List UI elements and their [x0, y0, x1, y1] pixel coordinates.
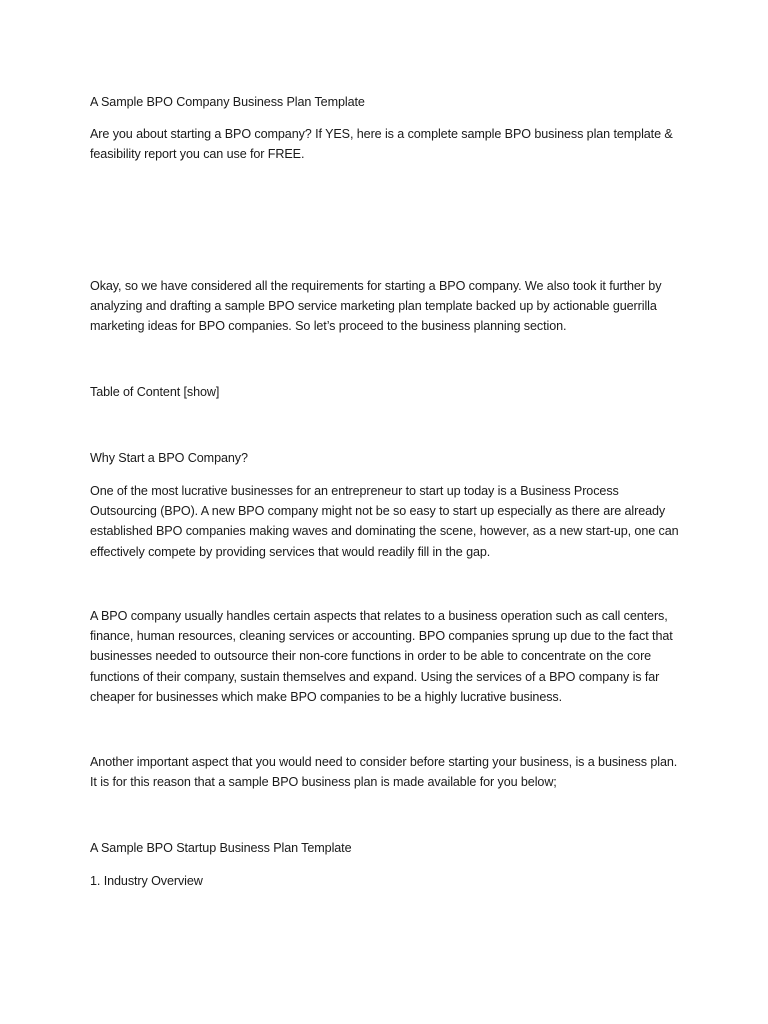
intro-paragraph: Are you about starting a BPO company? If YES, here is a complete sample BPO business plan template & feasibility report you can use for FREE.: [90, 127, 673, 162]
requirements-paragraph: Okay, so we have considered all the requirements for starting a BPO company. We also took it further by analyzing and drafting a sample BPO service marketing plan template backed up by actionable guerrilla marketing ideas for BPO companies. So let’s proceed to the business planning section.: [90, 279, 662, 334]
startup-plan-heading: A Sample BPO Startup Business Plan Template: [90, 841, 352, 855]
bpo-aspects-paragraph: A BPO company usually handles certain aspects that relates to a business operation such as call centers, finance, human resources, cleaning services or accounting. BPO companies sprung up due to the fact that businesses needed to outsource their non-core functions in order to be able to concentrate on the core functions of their company, sustain themselves and expand. Using the services of a BPO company is far cheaper for businesses which make BPO companies to be a highly lucrative business.: [90, 609, 673, 704]
industry-overview-heading: 1. Industry Overview: [90, 874, 203, 888]
business-plan-paragraph: Another important aspect that you would need to consider before starting your business, is a business plan. It is for this reason that a sample BPO business plan is made available for you below;: [90, 755, 678, 790]
lucrative-business-paragraph: One of the most lucrative businesses for an entrepreneur to start up today is a Business Process Outsourcing (BPO). A new BPO company might not be so easy to start up especially as there are already established BPO companies making waves and dominating the scene, however, as a new start-up, one can effectively compete by providing services that would readily fill in the gap.: [90, 484, 679, 559]
document-title: A Sample BPO Company Business Plan Template: [90, 95, 365, 109]
why-start-heading: Why Start a BPO Company?: [90, 451, 248, 465]
table-of-content-label: Table of Content [show]: [90, 385, 220, 399]
